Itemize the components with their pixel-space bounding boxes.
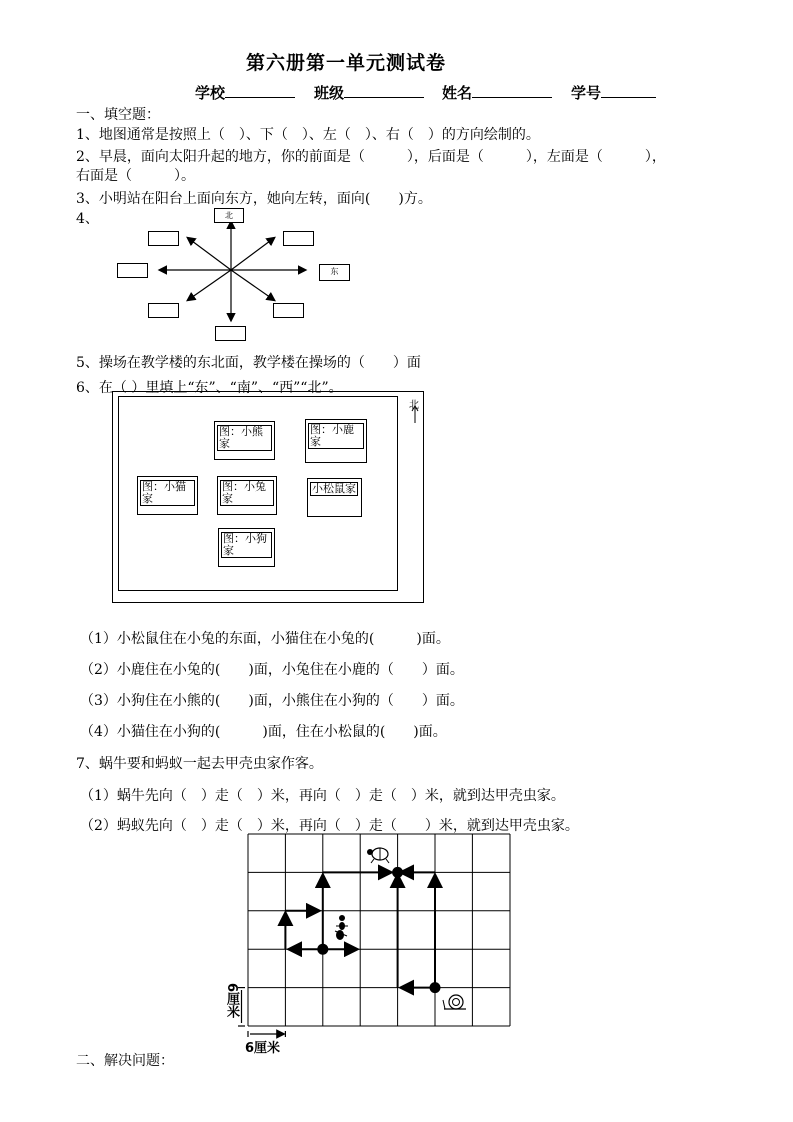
compass-box-southwest[interactable] — [148, 303, 179, 318]
question-6-1: （1）小松鼠住在小兔的东面，小猫住在小兔的( )面。 — [80, 631, 450, 647]
compass-box-east: 东 — [319, 264, 350, 281]
question-7: 7、蜗牛要和蚂蚁一起去甲壳虫家作客。 — [76, 756, 323, 772]
map-north-arrow-icon — [410, 405, 420, 425]
beetle-point — [392, 867, 403, 878]
snail-icon — [443, 995, 466, 1009]
class-label: 班级 — [314, 82, 424, 103]
compass-box-northwest[interactable] — [148, 231, 179, 246]
scale-horizontal-label: 6厘米 — [245, 1041, 281, 1056]
ant-point — [317, 944, 328, 955]
compass-box-south[interactable] — [215, 326, 246, 341]
compass-box-north: 北 — [214, 208, 244, 223]
question-6-2: （2）小鹿住在小兔的( )面，小兔住在小鹿的（ ）面。 — [80, 662, 464, 678]
question-3: 3、小明站在阳台上面向东方，她向左转，面向( )方。 — [76, 191, 432, 207]
bear-house: 图：小熊家 — [214, 421, 275, 460]
arrow-northeast — [231, 238, 274, 270]
dog-house: 图：小狗家 — [218, 528, 275, 567]
compass-box-northeast[interactable] — [283, 231, 314, 246]
deer-house: 图：小鹿家 — [305, 419, 367, 463]
question-6: 6、在（ ）里填上“东”、“南”、“西”“北”。 — [76, 380, 343, 396]
question-4: 4、 — [76, 211, 99, 227]
question-1: 1、地图通常是按照上（ ）、下（ ）、左（ ）、右（ ）的方向绘制的。 — [76, 127, 540, 143]
rabbit-house: 图：小兔家 — [217, 476, 277, 515]
page-title: 第六册第一单元测试卷 — [246, 52, 447, 74]
scale-vertical-label: 6厘米 — [224, 983, 239, 1019]
squirrel-house: 小松鼠家 — [307, 478, 362, 517]
arrow-southeast — [231, 270, 274, 300]
question-5: 5、操场在教学楼的东北面，教学楼在操场的（ ）面 — [76, 355, 421, 371]
ant-icon — [335, 915, 348, 940]
compass-box-southeast[interactable] — [273, 303, 304, 318]
school-label: 学校 — [195, 82, 295, 103]
section-2-heading: 二、解决问题： — [76, 1053, 174, 1069]
cat-house: 图：小猫家 — [137, 476, 198, 515]
number-label: 学号 — [571, 82, 656, 103]
name-label: 姓名 — [442, 82, 552, 103]
arrow-southwest — [188, 270, 231, 300]
question-2-line-2: 右面是（ ）。 — [76, 168, 195, 184]
map-north-label: 北 — [409, 400, 419, 411]
question-2-line-1: 2、早晨，面向太阳升起的地方，你的前面是（ ），后面是（ ），左面是（ ）， — [76, 149, 666, 165]
compass-box-west[interactable] — [117, 263, 148, 278]
section-1-heading: 一、填空题： — [76, 107, 160, 123]
question-7-2: （2）蚂蚁先向（ ）走（ ）米，再向（ ）走（ ）米，就到达甲壳虫家。 — [80, 818, 579, 834]
question-6-3: （3）小狗住在小熊的( )面，小熊住在小狗的（ ）面。 — [80, 693, 464, 709]
route-grid — [218, 830, 518, 1055]
question-6-4: （4）小猫住在小狗的( )面，住在小松鼠的( )面。 — [80, 724, 447, 740]
beetle-icon — [367, 848, 389, 863]
snail-point — [430, 982, 441, 993]
question-7-1: （1）蜗牛先向（ ）走（ ）米，再向（ ）走（ ）米，就到达甲壳虫家。 — [80, 788, 565, 804]
arrow-northwest — [188, 238, 231, 270]
